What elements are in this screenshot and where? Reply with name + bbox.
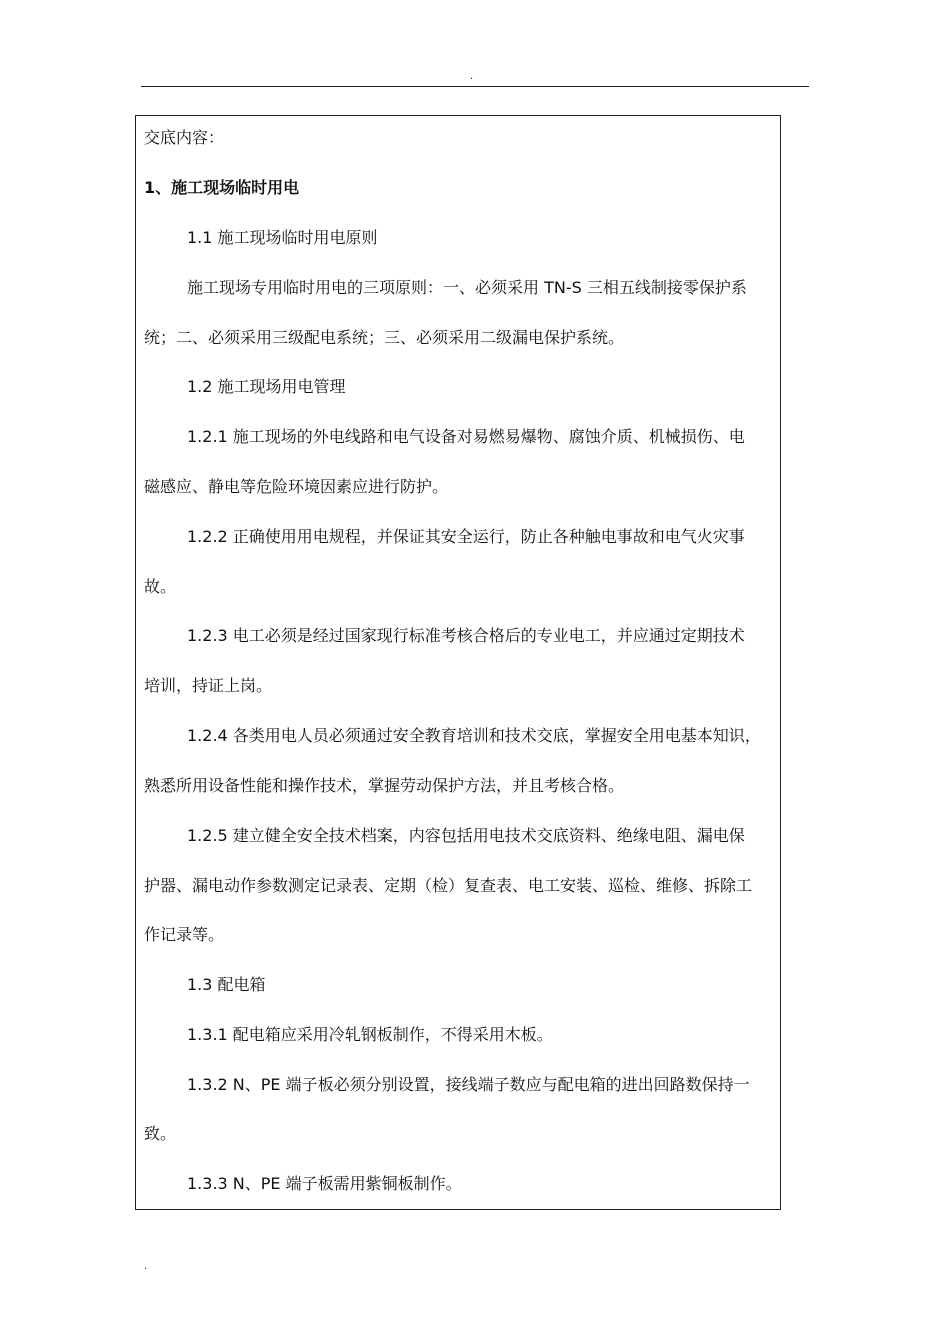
paragraph-line: 故。 — [144, 577, 177, 596]
paragraph-line: 1.3.2 N、PE 端子板必须分别设置，接线端子数应与配电箱的进出回路数保持一 — [187, 1075, 750, 1094]
paragraph-line: 1.3.1 配电箱应采用冷轧钢板制作，不得采用木板。 — [187, 1025, 553, 1044]
content-heading-label: 交底内容： — [144, 128, 225, 147]
subsection-title: 1.1 施工现场临时用电原则 — [187, 228, 378, 247]
paragraph-line: 1.2.5 建立健全安全技术档案，内容包括用电技术交底资料、绝缘电阻、漏电保 — [187, 826, 745, 845]
header-rule — [141, 86, 809, 87]
paragraph-line: 1.2.2 正确使用用电规程，并保证其安全运行，防止各种触电事故和电气火灾事 — [187, 527, 745, 546]
paragraph-line: 1.2.3 电工必须是经过国家现行标准考核合格后的专业电工，并应通过定期技术 — [187, 626, 745, 645]
paragraph-line: 护器、漏电动作参数测定记录表、定期（检）复查表、电工安装、巡检、维修、拆除工 — [144, 876, 753, 895]
paragraph-line: 1.3.3 N、PE 端子板需用紫铜板制作。 — [187, 1174, 462, 1193]
header-mark: . — [470, 71, 474, 82]
footer-mark: . — [144, 1261, 148, 1272]
paragraph-line: 1.2.4 各类用电人员必须通过安全教育培训和技术交底，掌握安全用电基本知识， — [187, 726, 761, 745]
subsection-title: 1.3 配电箱 — [187, 975, 266, 994]
paragraph-line: 培训，持证上岗。 — [144, 676, 273, 695]
paragraph-line: 统；二、必须采用三级配电系统；三、必须采用二级漏电保护系统。 — [144, 328, 625, 347]
paragraph-line: 施工现场专用临时用电的三项原则：一、必须采用 TN-S 三相五线制接零保护系 — [187, 278, 747, 297]
paragraph-line: 熟悉所用设备性能和操作技术，掌握劳动保护方法，并且考核合格。 — [144, 776, 625, 795]
section-title: 1、施工现场临时用电 — [144, 178, 300, 197]
subsection-title: 1.2 施工现场用电管理 — [187, 377, 346, 396]
paragraph-line: 磁感应、静电等危险环境因素应进行防护。 — [144, 477, 449, 496]
paragraph-line: 1.2.1 施工现场的外电线路和电气设备对易燃易爆物、腐蚀介质、机械损伤、电 — [187, 427, 745, 446]
paragraph-line: 致。 — [144, 1124, 177, 1143]
paragraph-line: 作记录等。 — [144, 925, 225, 944]
